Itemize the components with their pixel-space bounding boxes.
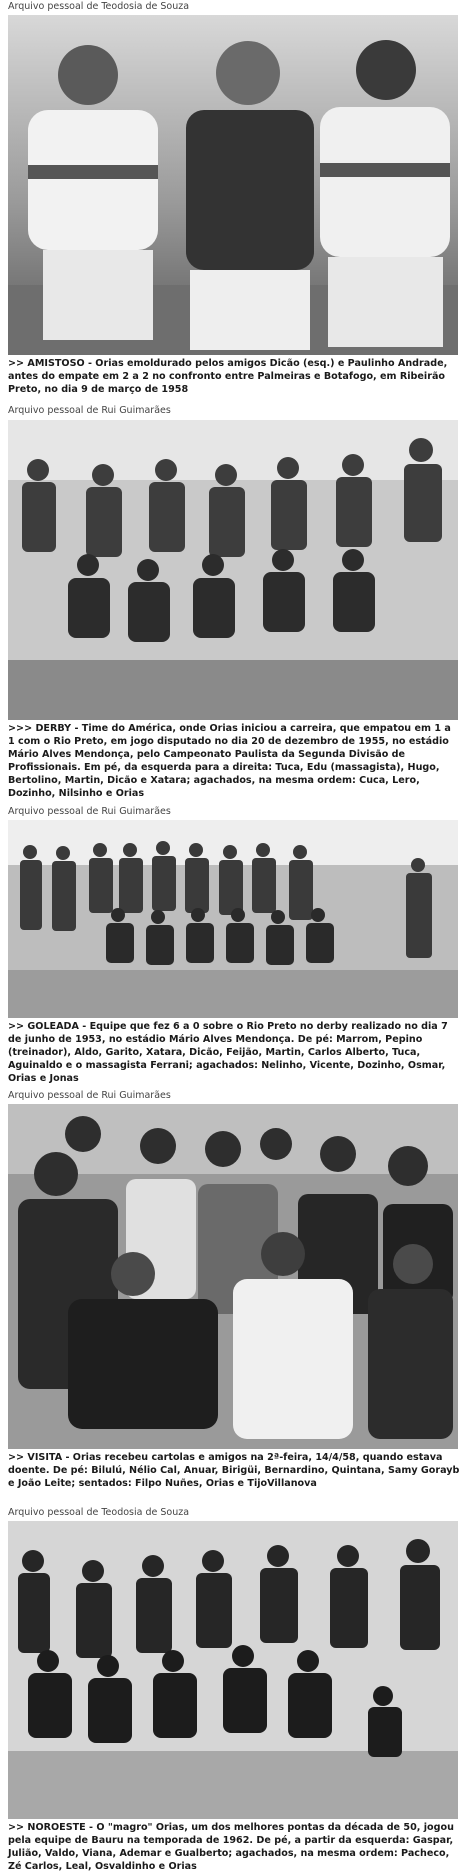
caption-text: - Equipe que fez 6 a 0 sobre o Rio Preto no derby realizado no dia 7 de junho de 1953, no estádio Mário Alves Mendonça. De pé: Marrom, Pepino (treinador), Aldo, Garito, Xatara, Dicão, Feijão, Martin, Carlos Alberto, Tuca, Aguinaldo e o massagista Ferrani; agachados: Nelinho, Vicente, Dozinho, Osmar, Orias e Jonas (8, 1021, 448, 1084)
photo-credit-4: Arquivo pessoal de Rui Guimarães (8, 1090, 171, 1101)
caption-noroeste (8, 1821, 460, 1873)
caption-lead: >> VISITA (8, 1452, 63, 1463)
photo-credit-5: Arquivo pessoal de Teodosia de Souza (8, 1507, 190, 1518)
photo-noroeste (8, 1521, 458, 1819)
photo-credit-1: Arquivo pessoal de Teodosia de Souza (8, 1, 190, 12)
photo-visita (8, 1104, 458, 1449)
photo-goleada (8, 820, 458, 1018)
caption-derby (8, 722, 460, 800)
caption-lead: >> NOROESTE (8, 1822, 86, 1833)
caption-visita (8, 1451, 460, 1490)
caption-text: - Time do América, onde Orias iniciou a carreira, que empatou em 1 a 1 com o Rio Preto, em jogo disputado no dia 20 de dezembro de 1955, no estádio Mário Alves Mendonça, pelo Campeonato Paulista da Segunda Divisão de Profissionais. Em pé, da esquerda para a direita: Tuca, Edu (massagista), Hugo, Bertolino, Martin, Dicão e Xatara; agachados, na mesma ordem: Cuca, Lero, Dozinho, Nilsinho e Orias (8, 723, 451, 799)
photo-amistoso (8, 15, 458, 355)
caption-goleada (8, 1020, 460, 1085)
caption-lead: >> GOLEADA (8, 1021, 79, 1032)
caption-lead: >> AMISTOSO (8, 358, 85, 369)
photo-credit-2: Arquivo pessoal de Rui Guimarães (8, 405, 171, 416)
photo-derby (8, 420, 458, 720)
caption-text: - Orias emoldurado pelos amigos Dicão (esq.) e Paulinho Andrade, antes do empate em 2 a 2 no confronto entre Palmeiras e Botafogo, em Ribeirão Preto, no dia 9 de março de 1958 (8, 358, 448, 395)
photo-credit-3: Arquivo pessoal de Rui Guimarães (8, 806, 171, 817)
caption-text: - O "magro" Orias, um dos melhores pontas da década de 50, jogou pela equipe de Bauru na temporada de 1962. De pé, a partir da esquerda: Gaspar, Julião, Valdo, Viana, Ademar e Gualberto; agachados, na mesma ordem: Pacheco, Zé Carlos, Leal, Osvaldinho e Orias (8, 1822, 454, 1872)
caption-text: - Orias recebeu cartolas e amigos na 2ª-feira, 14/4/58, quando estava doente. De pé: Bilulú, Nélio Cal, Anuar, Birigüi, Bernardino, Quintana, Samy Gorayb e João Leite; sentados: Filpo Nuñes, Orias e TijoVillanova (8, 1452, 460, 1489)
caption-amistoso (8, 357, 460, 396)
caption-lead: >>> DERBY (8, 723, 72, 734)
